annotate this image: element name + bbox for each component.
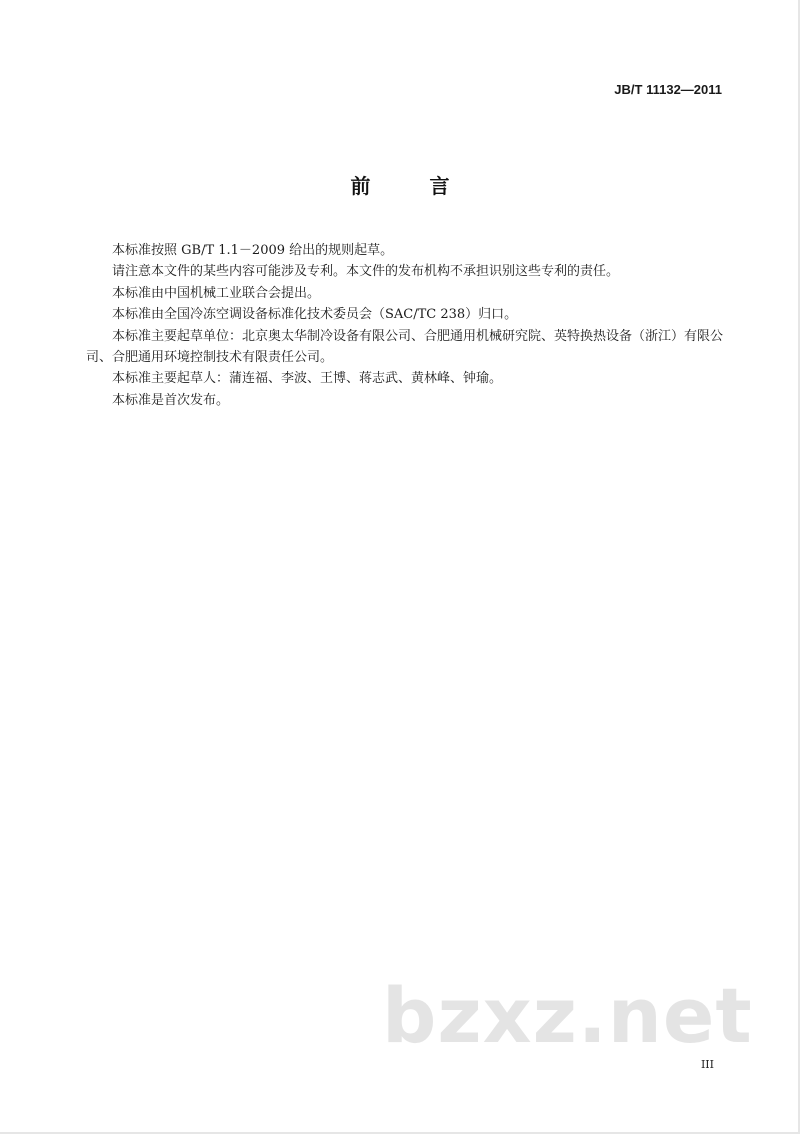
- foreword-body: [86, 240, 726, 411]
- foreword-paragraph: 本标准由全国冷冻空调设备标准化技术委员会（SAC/TC 238）归口。: [112, 307, 518, 323]
- foreword-paragraph: 本标准由中国机械工业联合会提出。: [112, 285, 321, 301]
- foreword-paragraph: 本标准按照 GB/T 1.1－2009 给出的规则起草。: [112, 243, 394, 258]
- watermark: bzxz.net: [382, 971, 753, 1060]
- foreword-paragraph: 本标准主要起草单位：北京奥太华制冷设备有限公司、合肥通用机械研究院、英特换热设备（浙江）有限公司、合肥通用环境控制技术有限责任公司。: [86, 328, 724, 366]
- page-number: III: [700, 1058, 714, 1071]
- foreword-paragraph: 请注意本文件的某些内容可能涉及专利。本文件的发布机构不承担识别这些专利的责任。: [112, 264, 620, 280]
- foreword-paragraph: 本标准主要起草人：蒲连福、李波、王博、蒋志武、黄林峰、钟瑜。: [112, 371, 503, 387]
- foreword-title: 前 言: [350, 174, 476, 198]
- foreword-paragraph: 本标准是首次发布。: [112, 392, 230, 408]
- standard-code: JB/T 11132—2011: [614, 82, 722, 97]
